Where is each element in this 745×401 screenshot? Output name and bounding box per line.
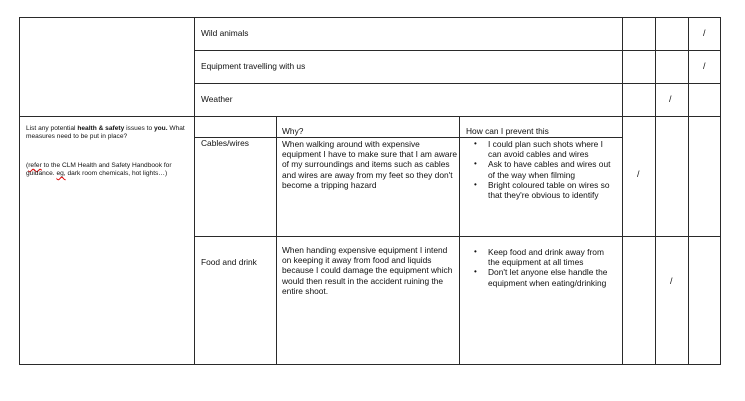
prompt-emphasis: health & safety xyxy=(77,125,125,132)
row-mark-equipment-col3: / xyxy=(703,61,706,71)
col-divider-top-3 xyxy=(688,17,689,117)
col-divider-why xyxy=(276,117,277,364)
prompt-text-3: What measures need to be put in place? xyxy=(26,125,185,140)
col-divider-mark-3 xyxy=(688,117,689,364)
col-divider-top-1 xyxy=(622,17,623,117)
border-top xyxy=(19,17,721,18)
col-divider-label xyxy=(194,17,195,364)
row-divider-2 xyxy=(194,83,721,84)
row-mark-food: / xyxy=(670,276,673,286)
row-label-cables: Cables/wires xyxy=(201,138,249,148)
row-label-weather: Weather xyxy=(201,94,233,104)
why-cables: When walking around with expensive equipment I have to make sure that I am aware of my surroundings and items such as cables and wires are away from my feet so they don't become a tripping hazard xyxy=(282,139,458,190)
health-safety-note xyxy=(26,162,188,178)
row-divider-3 xyxy=(194,236,721,237)
col-divider-mark-2 xyxy=(655,117,656,364)
prevent-item: • Bright coloured table on wires so that they're obvious to identify xyxy=(466,180,616,200)
border-right xyxy=(720,17,721,364)
prevent-list-food xyxy=(466,247,616,288)
row-mark-wild-animals-col3: / xyxy=(703,28,706,38)
prompt-you: you. xyxy=(153,125,168,132)
prevent-item: • Keep food and drink away from the equipment at all times xyxy=(466,247,616,267)
note-end: dark room chemicals, hot lights…) xyxy=(67,170,168,177)
note-refer: refer xyxy=(28,162,42,169)
row-label-equipment: Equipment travelling with us xyxy=(201,61,306,71)
header-why: Why? xyxy=(282,126,304,136)
col-divider-mark-1 xyxy=(622,117,623,364)
col-divider-top-2 xyxy=(655,17,656,117)
prevent-item: • Ask to have cables and wires out of the way when filming xyxy=(466,159,616,179)
border-bottom xyxy=(19,364,721,365)
border-left xyxy=(19,17,20,364)
note-text: to the CLM Health and Safety Handbook for guidance. xyxy=(26,162,172,177)
prompt-text-2: issues to xyxy=(126,125,153,132)
prevent-item: • I could plan such shots where I can avoid cables and wires xyxy=(466,139,616,159)
note-eg: eg, xyxy=(56,170,66,177)
row-label-food: Food and drink xyxy=(201,257,257,267)
row-divider-1 xyxy=(194,50,721,51)
prompt-text-1: List any potential xyxy=(26,125,76,132)
row-mark-cables: / xyxy=(637,169,640,179)
row-label-wild-animals: Wild animals xyxy=(201,28,249,38)
note-open: ( xyxy=(26,162,29,169)
row-mark-weather-col2: / xyxy=(669,94,672,104)
header-prevent: How can I prevent this xyxy=(466,126,549,136)
health-safety-prompt xyxy=(26,125,186,141)
header-divider xyxy=(194,137,622,138)
prevent-list-cables xyxy=(466,139,616,200)
prevent-item: • Don't let anyone else handle the equipment when eating/drinking xyxy=(466,267,616,287)
section-divider xyxy=(19,116,721,117)
col-divider-prevent xyxy=(459,117,460,364)
why-food: When handing expensive equipment I intend on keeping it away from food and liquids because I could damage the equipment which would then result in the accident ruining the entire shoot. xyxy=(282,245,453,296)
